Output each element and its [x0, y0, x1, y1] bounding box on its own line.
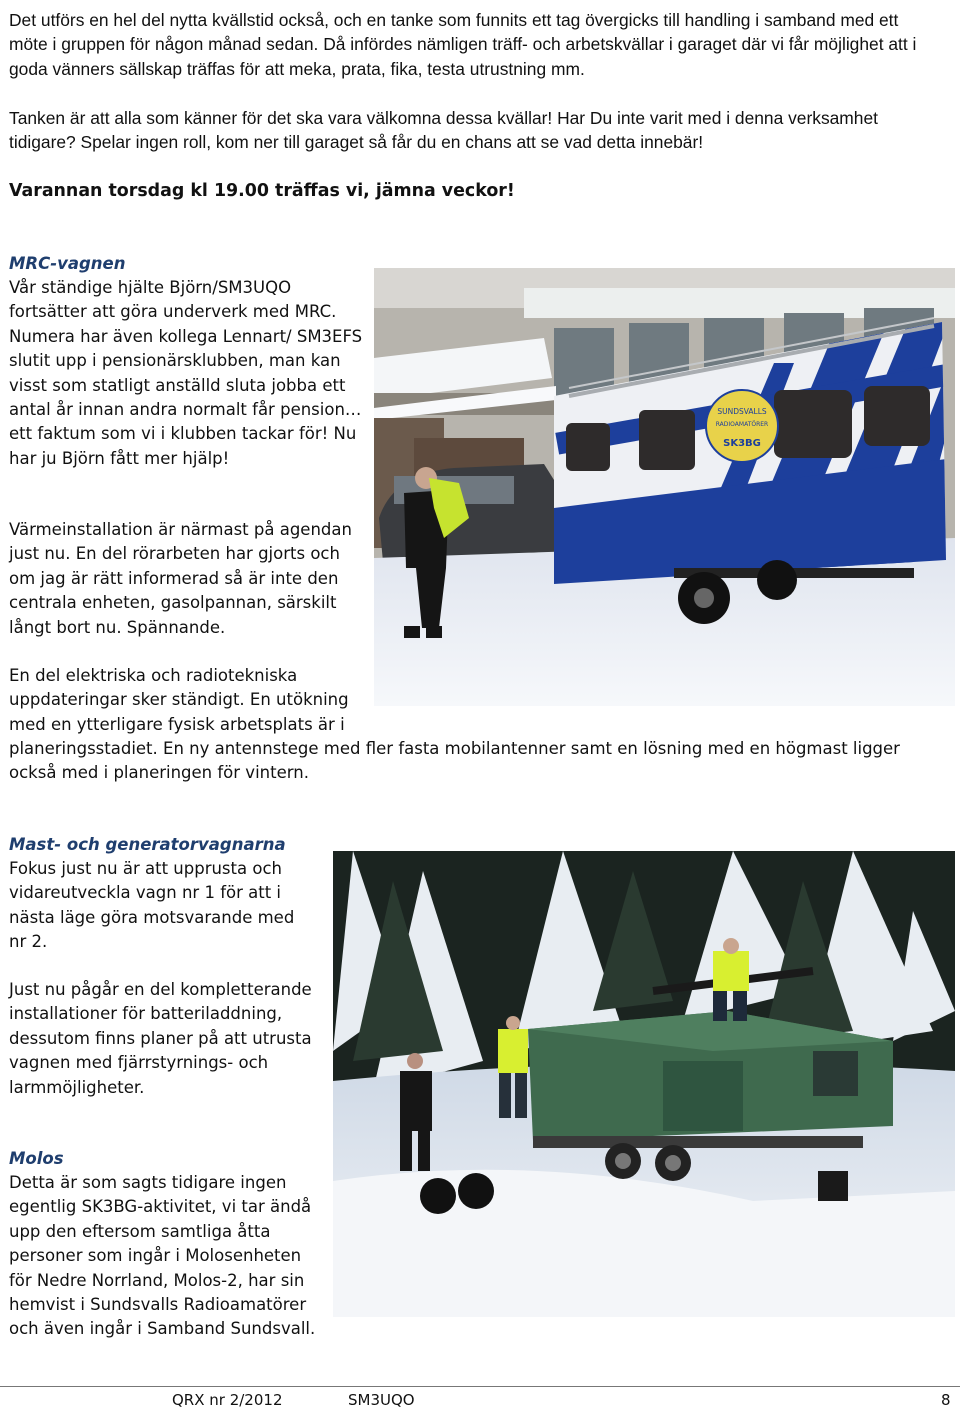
molos-heading: Molos [9, 1149, 64, 1168]
meeting-schedule: Varannan torsdag kl 19.00 träffas vi, jämna veckor! [9, 181, 515, 201]
intro-paragraph-1: Det utförs en hel del nytta kvällstid också, och en tanke som funnits ett tag övergicks till handling i samband med ett möte i gruppen för någon månad sedan. Då infördes nämligen träff- och arbetskvällar i garaget där vi får möjlighet att i goda vänners sällskap träffas för att meka, prata, fika, testa utrustning mm. [9, 10, 917, 79]
intro-paragraph-2: Tanken är att alla som känner för det ska vara välkomna dessa kvällar! Har Du inte varit med i denna verksamhet tidigare? Spelar ingen roll, kom ner till garaget så får du en chans att se vad detta innebär! [9, 108, 878, 153]
mrc-heading: MRC-vagnen [9, 254, 126, 273]
footer-divider [0, 1386, 960, 1387]
mrc-paragraph-1: Vår ständige hjälte Björn/SM3UQO fortsätter att göra underverk med MRC. Numera har även kollega Lennart/ SM3EFS slutit upp i pensionärsklubben, man kan visst som statligt anställd sluta jobba ett antal år innan andra normalt får pension…ett faktum som vi i klubben tackar för! Nu har ju Björn fått mer hjälp! [9, 278, 363, 468]
mast-paragraph-2: Just nu pågår en del kompletterande installationer för batteriladdning, dessutom finns planer på att utrusta vagnen med fjärrstyrnings- och larmmöjligheter. [9, 980, 312, 1097]
mrc-trailer-photo [374, 268, 955, 706]
footer-page-number: 8 [941, 1391, 951, 1409]
sign-text-3: SK3BG [723, 438, 761, 449]
generator-trailer-photo [333, 851, 955, 1317]
molos-paragraph: Detta är som sagts tidigare ingen egentlig SK3BG-aktivitet, vi tar ändå upp den eftersom samtliga åtta personer som ingår i Molosenheten för Nedre Norrland, Molos-2, har sin hemvist i Sundsvalls Radioamatörer och även ingår i Samband Sundsvall. [9, 1173, 316, 1339]
mrc-paragraph-3a: En del elektriska och radiotekniska uppdateringar sker ständigt. En utökning med en ytterligare fysisk arbetsplats är i [9, 666, 349, 734]
footer-issue: QRX nr 2/2012 [172, 1391, 283, 1409]
mast-paragraph-1: Fokus just nu är att upprusta och vidareutveckla vagn nr 1 för att i nästa läge göra motsvarande med nr 2. [9, 859, 295, 952]
sign-text-1: SUNDSVALLS [717, 407, 767, 416]
sign-text-2: RADIOAMATÖRER [715, 421, 769, 428]
mast-heading: Mast- och generatorvagnarna [9, 835, 286, 854]
mrc-paragraph-2: Värmeinstallation är närmast på agendan just nu. En del rörarbeten har gjorts och om jag är rätt informerad så är inte den centrala enheten, gasolpannan, särskilt långt bort nu. Spännande. [9, 520, 352, 637]
mrc-paragraph-3b: planeringsstadiet. En ny antennstege med fler fasta mobilantenner samt en lösning med en högmast ligger också med i planeringen för vintern. [9, 739, 900, 783]
footer-author: SM3UQO [348, 1391, 415, 1409]
